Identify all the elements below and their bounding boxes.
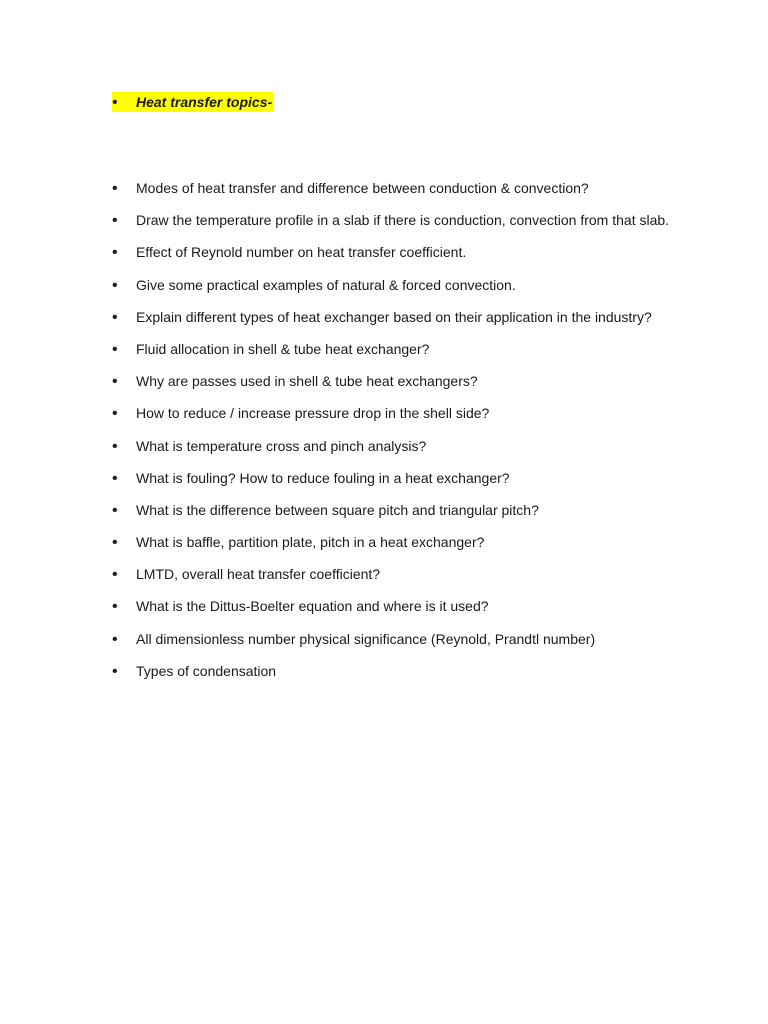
- list-item-text: All dimensionless number physical significance (Reynold, Prandtl number): [136, 630, 596, 647]
- list-item-text: Effect of Reynold number on heat transfer coefficient.: [136, 244, 467, 261]
- document-heading: Heat transfer topics-: [136, 94, 273, 110]
- list-item: [112, 629, 682, 650]
- list-item-text: What is fouling? How to reduce fouling in a heat exchanger?: [136, 469, 510, 486]
- bullet-icon: [112, 468, 136, 489]
- bullet-icon: [112, 371, 136, 392]
- heading-highlight: [112, 92, 274, 112]
- list-item-text: What is temperature cross and pinch analysis?: [136, 437, 427, 454]
- list-item: [112, 500, 682, 521]
- list-item-text: Fluid allocation in shell & tube heat exchanger?: [136, 340, 430, 357]
- list-item-text: Give some practical examples of natural & forced convection.: [136, 276, 516, 293]
- bullet-icon: [112, 403, 136, 424]
- list-item-text: Draw the temperature profile in a slab if there is conduction, convection from that slab.: [136, 212, 670, 229]
- list-item: [112, 403, 682, 424]
- list-item-text: What is baffle, partition plate, pitch in a heat exchanger?: [136, 534, 485, 551]
- bullet-icon: [112, 661, 136, 682]
- list-item: [112, 661, 682, 682]
- bullet-icon: [112, 436, 136, 457]
- bullet-icon: [112, 339, 136, 360]
- bullet-icon: [112, 242, 136, 263]
- list-item: [112, 532, 682, 553]
- list-item: [112, 210, 682, 231]
- list-item: [112, 371, 682, 392]
- list-item-text: LMTD, overall heat transfer coefficient?: [136, 566, 381, 583]
- list-item: [112, 242, 682, 263]
- list-item-text: Modes of heat transfer and difference between conduction & convection?: [136, 180, 589, 196]
- list-item: [112, 596, 682, 617]
- list-item-text: Explain different types of heat exchanger based on their application in the industry?: [136, 308, 652, 325]
- list-item: [112, 307, 682, 328]
- list-item: [112, 178, 682, 199]
- bullet-icon: [112, 532, 136, 553]
- topic-list: [112, 178, 682, 693]
- bullet-icon: [112, 629, 136, 650]
- list-item: [112, 564, 682, 585]
- list-item: [112, 468, 682, 489]
- list-item-text: Why are passes used in shell & tube heat exchangers?: [136, 373, 478, 390]
- bullet-icon: [112, 596, 136, 617]
- bullet-icon: [112, 210, 136, 231]
- list-item-text: How to reduce / increase pressure drop in the shell side?: [136, 405, 490, 422]
- list-item-text: What is the Dittus-Boelter equation and where is it used?: [136, 598, 489, 615]
- list-item: [112, 339, 682, 360]
- bullet-icon: [112, 564, 136, 585]
- list-item-text: Types of condensation: [136, 662, 277, 679]
- bullet-icon: [112, 307, 136, 328]
- bullet-icon: [112, 275, 136, 296]
- list-item-text: What is the difference between square pitch and triangular pitch?: [136, 501, 539, 518]
- bullet-icon: [112, 92, 136, 113]
- list-item: [112, 436, 682, 457]
- bullet-icon: [112, 500, 136, 521]
- bullet-icon: [112, 178, 136, 199]
- list-item: [112, 275, 682, 296]
